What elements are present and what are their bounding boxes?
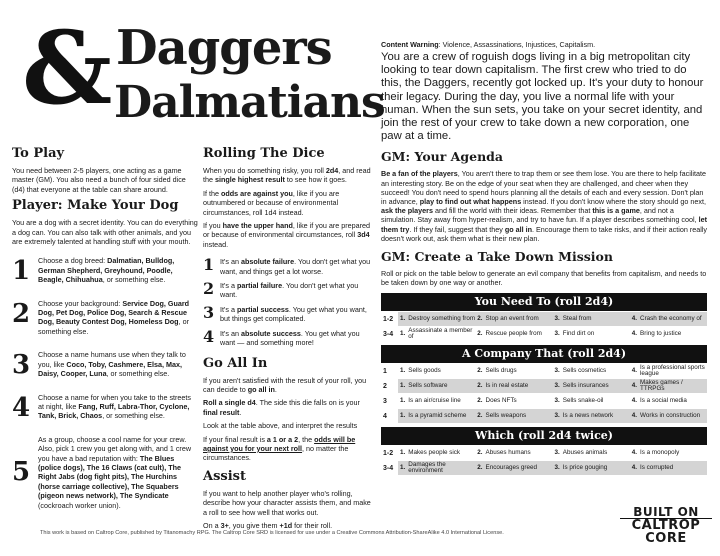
row-key: 3 <box>383 397 387 405</box>
right-column <box>381 40 709 479</box>
table-row <box>381 364 707 378</box>
cell-text: Stop an event from <box>485 315 539 323</box>
table-cell <box>630 327 707 341</box>
row-key: 4 <box>383 412 387 420</box>
all-in-p3: Look at the table above, and interpret the results <box>203 421 358 431</box>
table-cell <box>475 379 552 393</box>
cell-number: 4. <box>631 397 638 405</box>
row-key: 1-2 <box>383 315 394 323</box>
cell-number: 4. <box>631 367 638 375</box>
result-number: 1 <box>203 255 215 275</box>
license-footer: This work is based on Caltrop Core, published by Titanomachy RPG. The Caltrop Core SRD is licensed for use under a Creative Commons Attribution-ShareAlike 4.0 International License. <box>40 530 504 536</box>
caltrop-core-logo <box>620 506 712 545</box>
table-cell <box>553 394 630 408</box>
cell-text: Assassinate a member of <box>408 326 473 341</box>
cell-number: 4. <box>631 464 638 472</box>
cell-text: Is a news network <box>562 412 614 420</box>
table-cell <box>398 461 475 475</box>
cell-number: 3. <box>554 330 560 338</box>
player-step-3 <box>12 350 198 381</box>
cell-text: Is an air/cruise line <box>408 397 461 405</box>
table-row <box>381 461 707 475</box>
step-text-end: , or something else. <box>106 369 170 379</box>
cell-number: 4. <box>631 449 638 457</box>
cell-number: 2. <box>477 382 483 390</box>
table-cell <box>630 379 707 393</box>
title-line-1: Daggers <box>116 20 332 76</box>
cell-number: 2. <box>477 367 483 375</box>
table-cell <box>630 394 707 408</box>
table-cell <box>630 312 707 326</box>
middle-column <box>203 146 371 534</box>
assist-p2: On a 3+, you give them +1d for their roll. <box>203 520 333 530</box>
step-text-end: , or something else. <box>102 411 165 421</box>
step-text-end: (cockroach worker union). <box>38 500 121 510</box>
cell-number: 1. <box>400 382 406 390</box>
cell-text: Find dirt on <box>562 330 595 338</box>
gm-agenda-heading: GM: Your Agenda <box>381 149 503 165</box>
table-cell <box>475 409 552 423</box>
cell-text: Is corrupted <box>640 464 674 472</box>
rolling-p3: If you have the upper hand, like if you are prepared or because of environmental circumstances, roll 3d4 instead. <box>203 221 370 249</box>
cell-number: 1. <box>400 412 406 420</box>
cell-text: Sells weapons <box>485 412 527 420</box>
cell-text: Makes people sick <box>408 449 461 457</box>
step-number: 4 <box>12 392 31 423</box>
cell-number: 2. <box>477 412 483 420</box>
result-number: 3 <box>203 302 215 322</box>
table-cell <box>553 312 630 326</box>
gm-mission-heading: GM: Create a Take Down Mission <box>381 249 613 265</box>
all-in-p2: Roll a single d4. The side this die falls on is your final result. <box>203 398 360 417</box>
cell-number: 3. <box>554 412 560 420</box>
result-4: 4 It's an absolute success. You get what you want — and something more! <box>203 326 360 348</box>
step-number: 5 <box>12 456 31 487</box>
cell-number: 3. <box>554 464 560 472</box>
player-step-2 <box>12 299 198 337</box>
cell-number: 2. <box>477 330 483 338</box>
cell-text: Rescue people from <box>485 330 542 338</box>
step-options: The Blues (police dogs), The 16 Claws (cat cult), The Right Jabs (dog fight pits), The Hurchins (horse carriage collective), The Squabers (pigeon news network), The Syndicate <box>38 453 181 501</box>
rolling-p1: When you do something risky, you roll 2d4, and read the single highest result to see how it goes. <box>203 166 371 185</box>
gm-mission-text: Roll or pick on the table below to generate an evil company that benefits from capitalism, and needs to be taken down by one way or another. <box>381 269 707 288</box>
cell-text: Sells goods <box>408 367 441 375</box>
cell-text: Steal from <box>562 315 592 323</box>
table-cell <box>398 409 475 423</box>
result-number: 4 <box>203 326 215 346</box>
roll-table <box>381 345 707 423</box>
player-step-4 <box>12 393 198 421</box>
table-title: A Company That (roll 2d4) <box>381 345 707 363</box>
cell-number: 1. <box>400 367 406 375</box>
cell-text: Abuses animals <box>562 449 608 457</box>
all-in-p4: If your final result is a 1 or a 2, the odds will be against you for your next roll, no matter the circumstances. <box>203 434 356 463</box>
table-cell <box>630 364 707 378</box>
result-2: 2 It's a partial failure. You don't get what you want. <box>203 279 359 300</box>
cell-text: Does NFTs <box>485 397 517 405</box>
assist-p1: If you want to help another player who's rolling, describe how your character assists them, and make a roll to see how well that works out. <box>203 488 371 517</box>
cell-text: Sells insurances <box>562 382 609 390</box>
table-cell <box>398 446 475 460</box>
cell-number: 2. <box>477 315 483 323</box>
cell-number: 3. <box>554 367 560 375</box>
cell-number: 1. <box>400 397 406 405</box>
table-cell <box>475 446 552 460</box>
table-cell <box>398 312 475 326</box>
table-title: Which (roll 2d4 twice) <box>381 427 707 445</box>
cell-text: Abuses humans <box>485 449 531 457</box>
table-cell <box>475 394 552 408</box>
step-text: Choose a name humans use when they talk to you, like <box>38 350 186 369</box>
table-row <box>381 327 707 341</box>
result-1: 1 It's an absolute failure. You don't get what you want, and things get a lot worse. <box>203 255 371 276</box>
cell-text: Is a professional sports league <box>640 363 705 378</box>
player-step-1 <box>12 256 198 287</box>
cell-number: 4. <box>631 412 638 420</box>
table-cell <box>630 446 707 460</box>
table-row <box>381 409 707 423</box>
title-block <box>22 9 385 132</box>
cell-text: Is a pyramid scheme <box>408 412 467 420</box>
cell-number: 2. <box>477 397 483 405</box>
cell-number: 4. <box>631 315 638 323</box>
cell-text: Sells snake-oil <box>562 397 604 405</box>
to-play-heading: To Play <box>12 146 65 161</box>
table-row <box>381 394 707 408</box>
table-cell <box>398 364 475 378</box>
player-heading: Player: Make Your Dog <box>12 198 179 214</box>
logo-line-3: CORE <box>645 531 687 546</box>
table-cell <box>553 327 630 341</box>
step-options: Fang, Ruff, Labra-Thor, Cyclone, Tank, Brick, Chaos <box>38 401 190 421</box>
to-play-text: You need between 2-5 players, one acting as a game master (GM). You also need a bunch of four sided dice (d4) that everyone at the table can share around. <box>12 166 186 194</box>
rolling-p2: If the odds are against you, like if you are outnumbered or because of environmental circumstances, roll 1d4 instead. <box>203 188 340 217</box>
step-text-end: , or something else. <box>102 275 166 285</box>
cell-number: 4. <box>631 330 638 338</box>
step-text: Choose your background: <box>38 298 123 308</box>
cell-text: Sells drugs <box>485 367 517 375</box>
all-in-heading: Go All In <box>203 355 268 371</box>
row-key: 3-4 <box>383 464 394 472</box>
cell-number: 1. <box>400 449 406 457</box>
cell-text: Is price gouging <box>562 464 608 472</box>
logo-line-2: CALTROP <box>631 518 701 533</box>
table-title: You Need To (roll 2d4) <box>381 293 707 311</box>
step-options: Dalmatian, Bulldog, German Shepherd, Greyhound, Poodle, Beagle, Chihuahua <box>38 256 175 285</box>
cell-number: 2. <box>477 449 483 457</box>
result-number: 2 <box>203 279 215 299</box>
cell-number: 3. <box>554 397 560 405</box>
rolling-heading: Rolling The Dice <box>203 146 325 161</box>
title-ampersand: & <box>22 9 113 127</box>
all-in-p1: If you aren't satisfied with the result of your roll, you can decide to go all in. <box>203 375 367 394</box>
left-column <box>12 146 198 515</box>
table-cell <box>630 409 707 423</box>
cell-text: Works in construction <box>640 412 701 420</box>
cell-text: Is a monopoly <box>640 449 680 457</box>
intro-text: You are a crew of roguish dogs living in a big metropolitan city looking to tear down capitalism. The first crew who tried to do this, the Daggers, recently got locked up. It's your duty to honour their legacy. During the day, you live a normal life with your human. When the sun sets, you take on your secret identity, and join the rest of your crew to take down a new corporation, one paw at a time. <box>381 51 704 143</box>
row-key: 1 <box>383 367 387 375</box>
step-text-end: , or something else. <box>38 317 189 336</box>
cell-number: 2. <box>477 464 483 472</box>
table-cell <box>553 379 630 393</box>
cell-text: Crash the economy of <box>640 315 702 323</box>
cell-text: Encourages greed <box>485 464 537 472</box>
table-row <box>381 446 707 460</box>
roll-table <box>381 293 707 341</box>
table-cell <box>475 327 552 341</box>
content-warning: Content Warning: Violence, Assassinations, Injustices, Capitalism. <box>381 40 596 49</box>
step-text: Choose a dog breed: <box>38 256 108 266</box>
cell-number: 1. <box>400 464 406 472</box>
cell-text: Bring to justice <box>640 330 682 338</box>
table-cell <box>553 446 630 460</box>
cell-number: 3. <box>554 449 560 457</box>
table-cell <box>553 461 630 475</box>
cell-text: Destroy something from <box>408 315 476 323</box>
table-cell <box>553 409 630 423</box>
table-cell <box>553 364 630 378</box>
title-line-2: Dalmatians <box>114 77 385 128</box>
table-cell <box>398 379 475 393</box>
cell-text: Sells cosmetics <box>562 367 607 375</box>
cell-number: 1. <box>400 330 406 338</box>
cell-text: Sells software <box>408 382 448 390</box>
table-row <box>381 379 707 393</box>
step-number: 2 <box>12 298 31 329</box>
table-cell <box>398 394 475 408</box>
mission-tables <box>381 293 709 475</box>
roll-table <box>381 427 707 475</box>
row-key: 3-4 <box>383 330 394 338</box>
player-intro: You are a dog with a secret identity. You can do everything a dog can. You can also talk with other animals, and you are extremely talented at handling stuff with your mouth. <box>12 218 198 247</box>
table-cell <box>630 461 707 475</box>
step-options: Service Dog, Guard Dog, Pet Dog, Police Dog, Search & Rescue Dog, Beauty Contest Dog, Homeless Dog <box>38 298 190 327</box>
step-number: 3 <box>12 350 31 381</box>
step-text: Choose a name for when you take to the streets at night, like <box>38 392 192 411</box>
row-key: 1-2 <box>383 449 394 457</box>
cell-number: 4. <box>631 382 638 390</box>
row-key: 2 <box>383 382 387 390</box>
table-cell <box>475 312 552 326</box>
cell-number: 3. <box>554 382 560 390</box>
table-cell <box>475 461 552 475</box>
assist-heading: Assist <box>203 468 246 484</box>
cell-number: 3. <box>554 315 560 323</box>
cell-text: Damages the environment <box>408 460 446 475</box>
table-cell <box>398 327 475 341</box>
table-cell <box>475 364 552 378</box>
step-text: As a group, choose a cool name for your crew. Also, pick 1 crew you get along with, and 1 crew you have a bad reputation with: <box>38 434 192 463</box>
player-step-5 <box>12 435 198 510</box>
cell-text: Is in real estate <box>485 382 529 390</box>
step-number: 1 <box>12 256 31 287</box>
logo-line-1: BUILT ON <box>620 506 712 519</box>
step-options: Coco, Toby, Cashmere, Elsa, Max, Daisy, Cooper, Luna <box>38 359 182 379</box>
table-row <box>381 312 707 326</box>
result-3: 3 It's a partial success. You get what you want, but things get complicated. <box>203 302 367 324</box>
cell-text: Is a social media <box>640 397 687 405</box>
cell-number: 1. <box>400 315 406 323</box>
cell-text: Makes games / TTRPGs <box>640 378 683 393</box>
gm-agenda-text: Be a fan of the players, You aren't there to trap them or see them lose. You are there to help facilitate an interesting story. Be on the edge of your seat when they are challenged, and cheer when they succeed! You don't need to spend hours planning all the details of each and every session. Don't plan in advance, play to find out what happens instead. If you don't know where the story should go next, ask the players and fill the world with their ideas. Remember that this is a game, and not a simulation. Stay away from hyper-realism, and try to have fun. If a player describes something cool, let them try. If they fail, suggest that they go all in. Encourage them to take risks, and if their action really doesn't work out, ask them what is their new plan. <box>381 169 707 243</box>
